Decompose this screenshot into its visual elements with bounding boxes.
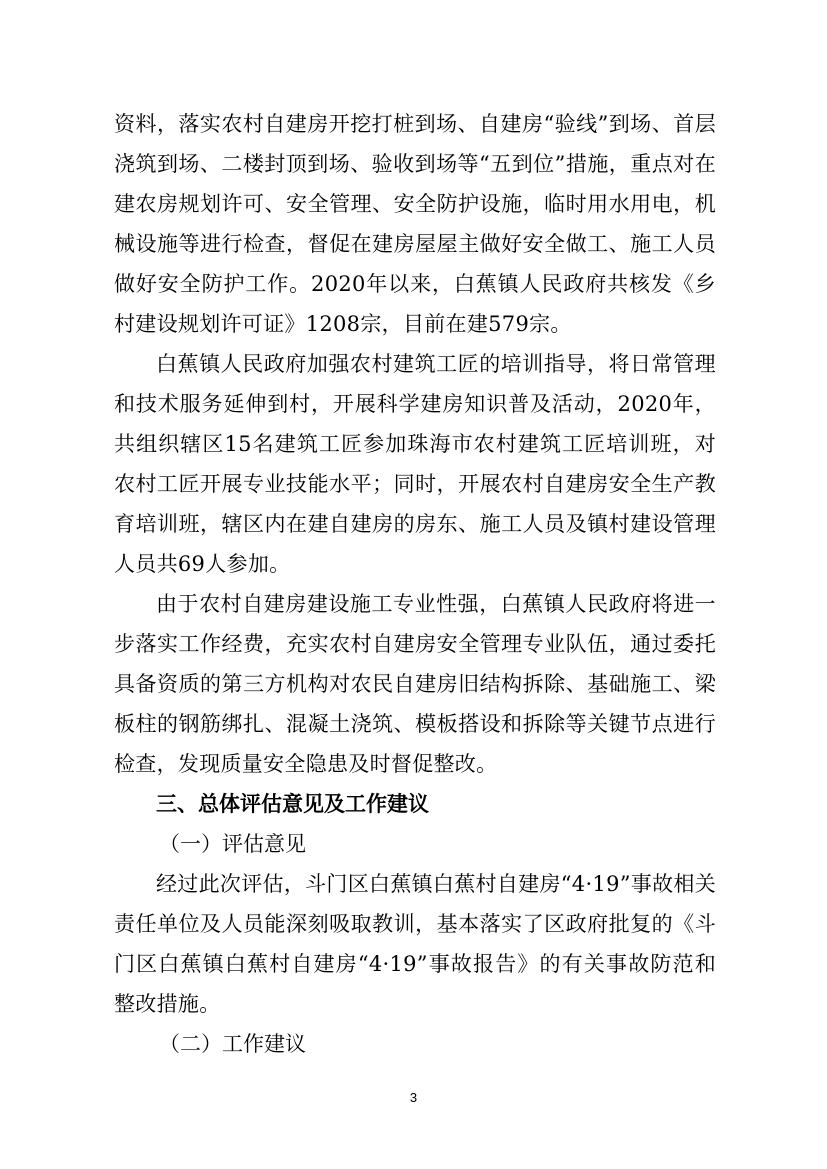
section-heading: 三、总体评估意见及工作建议 <box>156 792 429 816</box>
document-body <box>114 104 716 1064</box>
page-number: 3 <box>409 1090 418 1105</box>
paragraph-third-party-inspection: 由于农村自建房建设施工专业性强，白蕉镇人民政府将进一步落实工作经费，充实农村自建房安全管理专业队伍，通过委托具备资质的第三方机构对农民自建房旧结构拆除、基础施工、梁板柱的钢筋绑扎、混凝土浇筑、模板搭设和拆除等关键节点进行检查，发现质量安全隐患及时督促整改。 <box>114 592 716 776</box>
subsection-heading-assessment: （一）评估意见 <box>159 832 306 856</box>
subsection-heading-suggestions: （二）工作建议 <box>159 1032 306 1056</box>
paragraph-assessment: 经过此次评估，斗门区白蕉镇白蕉村自建房“4·19”事故相关责任单位及人员能深刻吸取教训，基本落实了区政府批复的《斗门区白蕉镇白蕉村自建房“4·19”事故报告》的有关事故防范和整改措施。 <box>114 872 716 1016</box>
paragraph-craftsman-training: 白蕉镇人民政府加强农村建筑工匠的培训指导，将日常管理和技术服务延伸到村，开展科学建房知识普及活动，2020年，共组织辖区15名建筑工匠参加珠海市农村建筑工匠培训班，对农村工匠开展专业技能水平；同时，开展农村自建房安全生产教育培训班，辖区内在建自建房的房东、施工人员及镇村建设管理人员共69人参加。 <box>114 352 716 576</box>
paragraph-inspection-measures: 资料，落实农村自建房开挖打桩到场、自建房“验线”到场、首层浇筑到场、二楼封顶到场、验收到场等“五到位”措施，重点对在建农房规划许可、安全管理、安全防护设施，临时用水用电，机械设施等进行检查，督促在建房屋屋主做好安全做工、施工人员做好安全防护工作。2020年以来，白蕉镇人民政府共核发《乡村建设规划许可证》1208宗，目前在建579宗。 <box>114 112 716 336</box>
